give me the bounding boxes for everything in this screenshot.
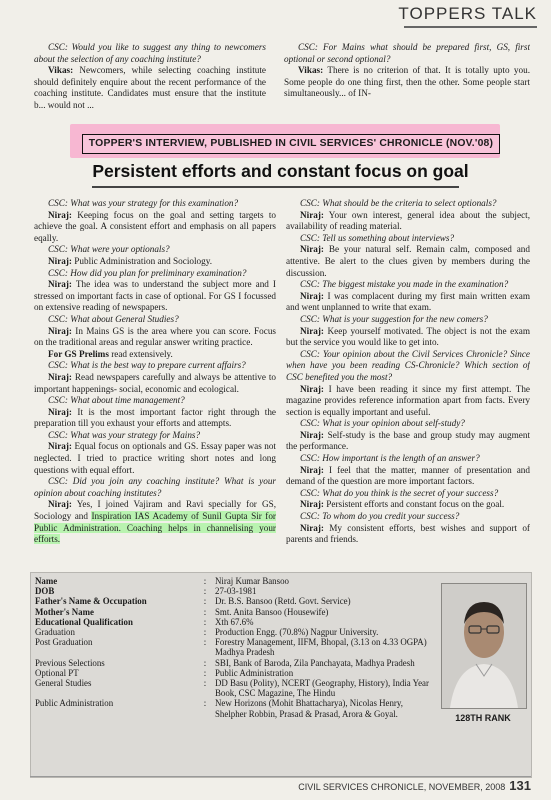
top-left-column bbox=[34, 42, 266, 134]
profile-row bbox=[33, 637, 435, 657]
question-text: CSC: To whom do you credit your success? bbox=[300, 511, 460, 522]
answer-text bbox=[34, 210, 276, 245]
profile-value: Dr. B.S. Bansoo (Retd. Govt. Service) bbox=[215, 596, 351, 607]
speaker-label: Niraj: bbox=[300, 383, 324, 394]
article-headline: Persistent efforts and constant focus on goal bbox=[92, 161, 469, 181]
question-text: CSC: What should be the criteria to select optionals? bbox=[300, 198, 497, 208]
profile-table bbox=[33, 576, 435, 719]
profile-separator: : bbox=[203, 576, 207, 586]
profile-label: Name bbox=[35, 576, 58, 586]
speaker-label: Niraj: bbox=[48, 325, 72, 336]
answer-text bbox=[286, 499, 530, 511]
profile-value: New Horizons (Mohit Bhattacharya), Nicolas Henry, Shelpher Robbin, Prasad & Prasad, Arora & Goyal. bbox=[215, 698, 403, 719]
answer-body: I feel that the matter, manner of presentation and demand of the question are more important factors. bbox=[286, 464, 530, 487]
profile-value: 27-03-1981 bbox=[215, 586, 257, 597]
profile-row bbox=[33, 627, 435, 637]
question-text: CSC: What were your optionals? bbox=[48, 244, 170, 255]
top-right-column bbox=[284, 42, 530, 134]
speaker-label: Niraj: bbox=[300, 244, 324, 255]
section-tag-rule bbox=[404, 26, 537, 28]
profile-value: Niraj Kumar Bansoo bbox=[215, 576, 289, 586]
profile-separator: : bbox=[203, 657, 207, 668]
headline-rule bbox=[92, 186, 459, 188]
profile-value: Xth 67.6% bbox=[215, 616, 254, 627]
footer-publication: CIVIL SERVICES CHRONICLE, NOVEMBER, 2008 bbox=[298, 782, 506, 792]
profile-row bbox=[33, 586, 435, 596]
profile-value: SBI, Bank of Baroda, Zila Panchayata, Madhya Pradesh bbox=[215, 657, 415, 668]
answer-text bbox=[286, 384, 530, 419]
portrait-photo bbox=[441, 583, 527, 709]
profile-label: General Studies bbox=[35, 678, 92, 689]
profile-row bbox=[33, 617, 435, 627]
profile-separator: : bbox=[203, 667, 207, 678]
answer-body: My consistent efforts, best wishes and support of parents and friends. bbox=[286, 522, 530, 545]
answer-text bbox=[34, 372, 276, 395]
answer-text bbox=[286, 523, 530, 546]
profile-value: DD Basu (Polity), NCERT (Geography, History), India Year Book, CSC Magazine, The Hindu bbox=[215, 678, 429, 699]
profile-label: Post Graduation bbox=[35, 637, 93, 648]
left-body-column bbox=[34, 198, 276, 568]
answer-body: I was complacent during my first main written exam and went unplanned to write that exam. bbox=[286, 290, 530, 313]
answer-body: It is the most important factor right through the preparation till you exhaust your efforts and attempts. bbox=[34, 406, 276, 429]
question-text: CSC: Would you like to suggest any thing to newcomers about the selection of any coaching institute? bbox=[34, 42, 266, 64]
answer-body: read extensively. bbox=[108, 348, 173, 359]
question-text: CSC: Your opinion about the Civil Services Chronicle? Since when have you been reading CS-Chronicle? Which section of CSC benefited you the most? bbox=[286, 348, 530, 382]
profile-row bbox=[33, 668, 435, 678]
answer-body: Read newspapers carefully and always be attentive to important happenings- social, economic and ecological. bbox=[34, 371, 276, 394]
question-text: CSC: Did you join any coaching institute? What is your opinion about coaching institutes? bbox=[34, 476, 276, 498]
right-body-column bbox=[286, 198, 530, 568]
speaker-label: Niraj: bbox=[300, 499, 324, 510]
profile-label: Mother's Name bbox=[35, 606, 94, 617]
profile-row bbox=[33, 658, 435, 668]
highlighted-text: Inspiration IAS Academy of Sunil Gupta Sir for Public Administration. Coaching helps in channelising your efforts. bbox=[34, 511, 276, 545]
rank-label: 128TH RANK bbox=[455, 713, 511, 723]
answer-body: Equal focus on optionals and GS. Essay paper was not neglected. I tried to practice writing short notes and long questions with equal effort. bbox=[34, 441, 276, 475]
question-text: CSC: What was your strategy for this examination? bbox=[48, 198, 239, 208]
question-text: CSC: What is the best way to prepare current affairs? bbox=[48, 360, 246, 371]
profile-box bbox=[30, 572, 532, 778]
speaker-label: Niraj: bbox=[48, 499, 72, 510]
question-text: CSC: For Mains what should be prepared first, GS, first optional or second optional? bbox=[284, 42, 530, 64]
question-text: CSC: What is your suggestion for the new comers? bbox=[300, 313, 488, 324]
profile-separator: : bbox=[203, 586, 207, 597]
answer-body: Self-study is the base and group study may augment the performance. bbox=[286, 429, 530, 452]
question-text: CSC: What do you think is the secret of your success? bbox=[300, 487, 499, 498]
profile-value: Smt. Anita Bansoo (Housewife) bbox=[215, 606, 329, 617]
profile-label: Graduation bbox=[35, 627, 75, 638]
profile-label: Educational Qualification bbox=[35, 616, 133, 627]
answer-text bbox=[34, 441, 276, 476]
speaker-label: Niraj: bbox=[300, 290, 324, 301]
interview-banner: TOPPER'S INTERVIEW, PUBLISHED IN CIVIL SERVICES' CHRONICLE (NOV.'08) bbox=[82, 134, 500, 154]
question-text: CSC: What was your strategy for Mains? bbox=[48, 429, 201, 440]
answer-body: Be your natural self. Remain calm, composed and attentive. Be alert to the clues given by members during the discussion. bbox=[286, 244, 530, 278]
answer-text bbox=[286, 291, 530, 314]
speaker-label: Niraj: bbox=[48, 279, 72, 290]
profile-separator: : bbox=[203, 616, 207, 627]
speaker-label: Niraj: bbox=[300, 429, 324, 440]
question-text: CSC: What about General Studies? bbox=[48, 313, 179, 324]
speaker-label: Niraj: bbox=[48, 371, 72, 382]
answer-body: Keeping focus on the goal and setting targets to achieve the goal. A consistent effort and emphasis on all papers eqally. bbox=[34, 209, 276, 243]
answer-body: Yes, I joined Vajiram and Ravi specially for GS, Sociology and bbox=[34, 499, 276, 522]
profile-separator: : bbox=[203, 596, 207, 607]
profile-separator: : bbox=[203, 627, 207, 638]
speaker-label: Niraj: bbox=[300, 209, 324, 220]
answer-body: The idea was to understand the subject more and I stressed on important facts in case of optional. For GS I focussed on extensive reading of newspapers. bbox=[34, 279, 276, 313]
speaker-label: Niraj: bbox=[300, 325, 324, 336]
answer-text bbox=[34, 407, 276, 430]
profile-row bbox=[33, 678, 435, 698]
profile-separator: : bbox=[203, 606, 207, 617]
answer-text bbox=[286, 465, 530, 488]
answer-text bbox=[286, 430, 530, 453]
answer-text bbox=[286, 210, 530, 233]
speaker-label: Niraj: bbox=[48, 209, 72, 220]
speaker-label: Niraj: bbox=[48, 255, 72, 266]
speaker-label: Niraj: bbox=[300, 464, 324, 475]
profile-value: Public Administration bbox=[215, 667, 294, 678]
answer-text: Vikas: There is no criterion of that. It is totally upto you. Some people do one thing first, then the other. Some people start simultaneously... of IN- bbox=[284, 65, 530, 99]
answer-text bbox=[34, 326, 276, 349]
speaker-label: Niraj: bbox=[48, 441, 72, 452]
answer-text bbox=[34, 256, 276, 268]
answer-text bbox=[286, 244, 530, 279]
question-text: CSC: How did you plan for preliminary examination? bbox=[48, 267, 247, 278]
answer-text bbox=[34, 499, 276, 545]
profile-row bbox=[33, 698, 435, 718]
answer-body: In Mains GS is the area where you can score. Focus on the traditional areas and regular answer writing practice. bbox=[34, 325, 276, 348]
answer-text bbox=[34, 279, 276, 314]
speaker-label: For GS Prelims bbox=[48, 348, 109, 359]
profile-label: Father's Name & Occupation bbox=[35, 596, 147, 607]
question-text: CSC: How important is the length of an answer? bbox=[300, 453, 480, 464]
profile-row bbox=[33, 596, 435, 606]
question-text: CSC: What about time management? bbox=[48, 395, 185, 406]
speaker-label: Niraj: bbox=[48, 406, 72, 417]
answer-text: Vikas: Newcomers, while selecting coaching institute should definitely enquire about the recent performance of the coaching institute. Candidates must ensure that the institute b... would not ... bbox=[34, 65, 266, 110]
answer-body: Public Administration and Sociology. bbox=[71, 255, 213, 266]
answer-body: Keep yourself motivated. The object is not the exam but the service you would like to get into. bbox=[286, 325, 530, 348]
profile-row bbox=[33, 607, 435, 617]
profile-separator: : bbox=[203, 637, 207, 648]
question-text: CSC: The biggest mistake you made in the examination? bbox=[300, 279, 509, 290]
question-text: CSC: Tell us something about interviews? bbox=[300, 232, 455, 243]
profile-separator: : bbox=[203, 698, 207, 709]
answer-body: I have been reading it since my first attempt. The magazine provides reference information apart from facts. Every section is equally important and useful. bbox=[286, 383, 530, 417]
profile-value: Production Engg. (70.8%) Nagpur University. bbox=[215, 627, 379, 638]
answer-text bbox=[34, 349, 276, 361]
section-tag: TOPPERS TALK bbox=[398, 4, 537, 23]
profile-label: DOB bbox=[35, 586, 55, 597]
speaker-label: Niraj: bbox=[300, 522, 324, 533]
profile-separator: : bbox=[203, 678, 207, 689]
footer-rule bbox=[30, 776, 531, 777]
answer-body: Persistent efforts and constant focus on the goal. bbox=[323, 499, 505, 510]
answer-text bbox=[286, 326, 530, 349]
page-footer bbox=[298, 778, 531, 793]
profile-row bbox=[33, 576, 435, 586]
answer-body: Your own interest, general idea about the subject, availability of reading material. bbox=[286, 209, 530, 232]
profile-label: Previous Selections bbox=[35, 657, 105, 668]
profile-value: Forestry Management, IIFM, Bhopal, (3.13 on 4.33 OGPA) Madhya Pradesh bbox=[215, 637, 427, 658]
question-text: CSC: What is your opinion about self-study? bbox=[300, 418, 465, 429]
profile-label: Optional PT bbox=[35, 667, 79, 678]
page-number: 131 bbox=[509, 778, 531, 793]
profile-label: Public Administration bbox=[35, 698, 114, 709]
